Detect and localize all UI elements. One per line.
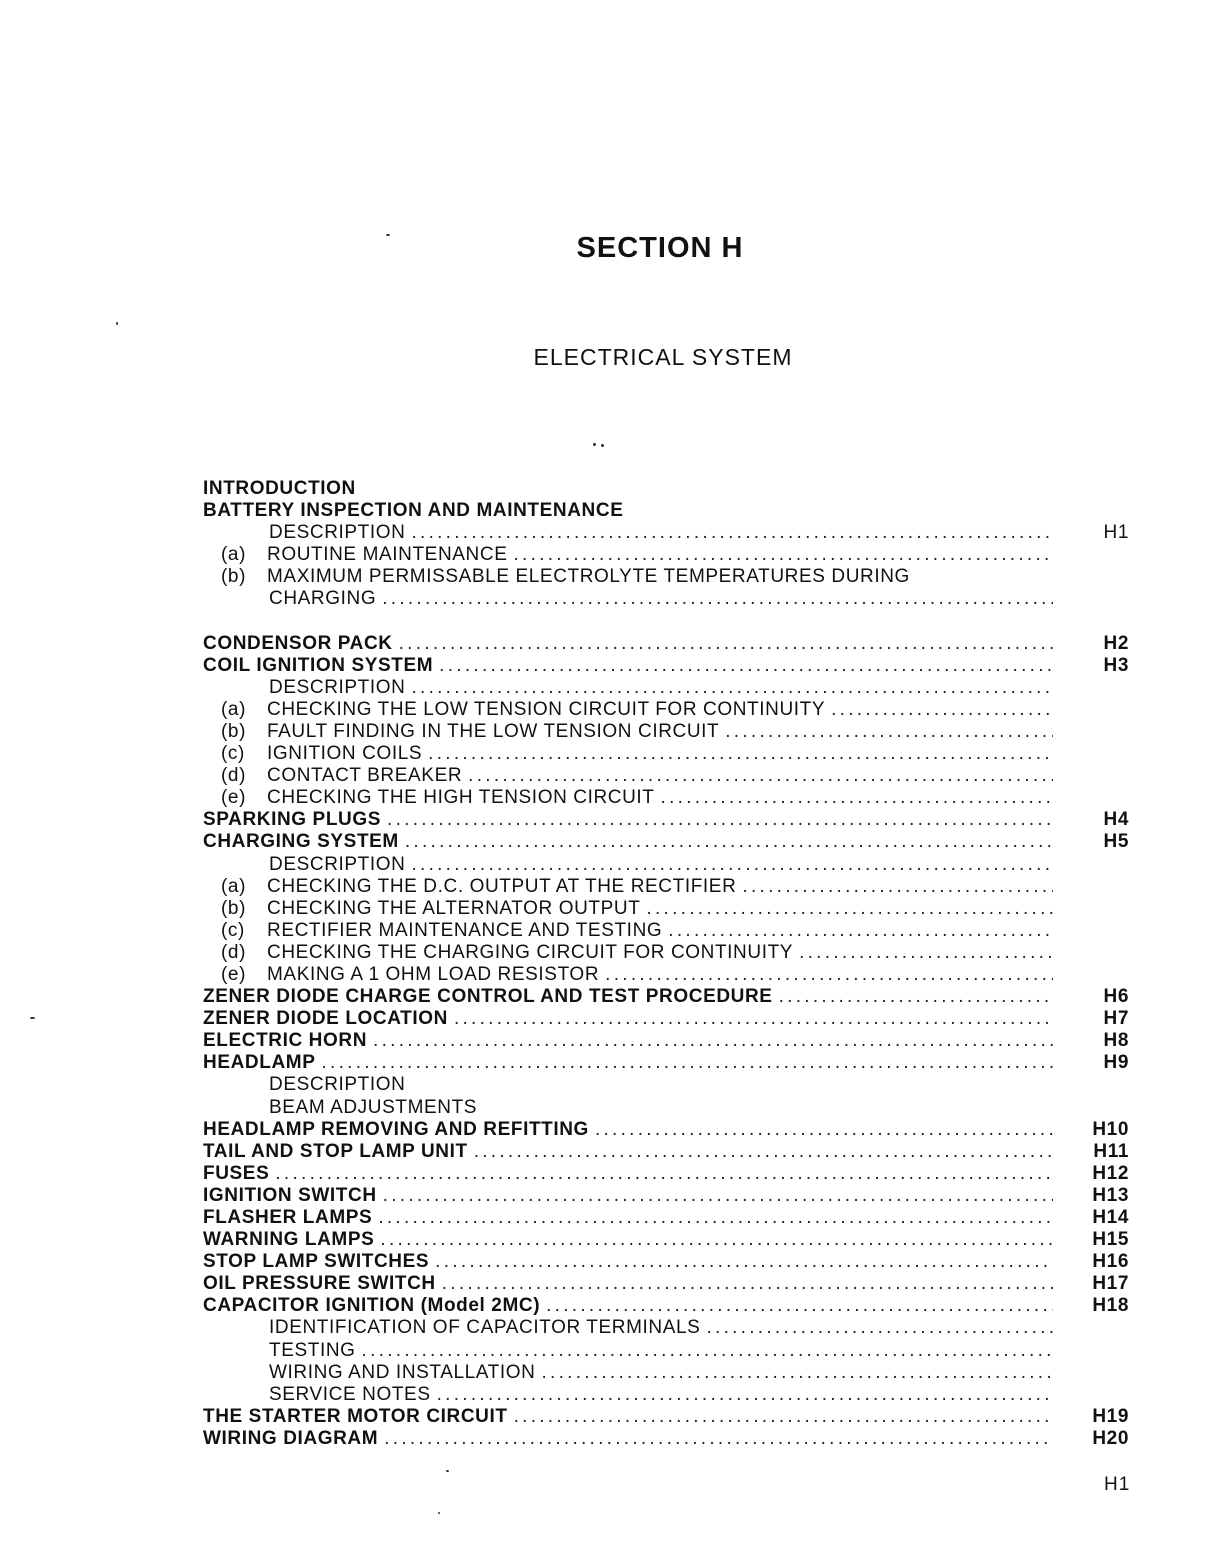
toc-dot-leader	[435, 1251, 1053, 1273]
toc-dot-leader	[362, 1340, 1053, 1362]
toc-dot-leader	[546, 1295, 1053, 1317]
toc-page-number: H3	[1103, 654, 1129, 676]
toc-page-number: H5	[1103, 831, 1129, 853]
toc-entry[interactable]	[203, 1141, 1133, 1163]
toc-entry-label: CHECKING THE LOW TENSION CIRCUIT FOR CONTINUITY	[267, 698, 826, 720]
toc-entry-label: INTRODUCTION	[203, 478, 356, 499]
toc-entry-label: FUSES	[203, 1162, 270, 1184]
toc-entry[interactable]	[203, 1052, 1133, 1074]
toc-entry[interactable]	[203, 1251, 1133, 1273]
toc-entry-label: CAPACITOR IGNITION (Model 2MC)	[203, 1295, 541, 1317]
toc-entry[interactable]	[203, 1317, 1133, 1339]
toc-dot-leader	[646, 898, 1053, 920]
toc-dot-leader	[831, 699, 1053, 721]
toc-entry[interactable]	[203, 633, 1133, 655]
toc-page-number: H16	[1092, 1251, 1129, 1273]
toc-entry[interactable]	[203, 1428, 1133, 1450]
toc-entry-label: CHARGING SYSTEM	[203, 831, 399, 853]
toc-entry[interactable]	[203, 809, 1133, 831]
toc-dot-leader	[405, 831, 1053, 853]
toc-entry-label: IDENTIFICATION OF CAPACITOR TERMINALS	[269, 1317, 701, 1339]
toc-entry[interactable]	[203, 1097, 1133, 1119]
toc-entry[interactable]	[203, 1207, 1133, 1229]
toc-dot-leader	[321, 1052, 1053, 1074]
toc-entry[interactable]	[203, 522, 1133, 544]
toc-entry[interactable]	[203, 1163, 1133, 1185]
toc-entry-label: DESCRIPTION	[269, 1074, 406, 1096]
toc-entry[interactable]	[203, 566, 1133, 588]
page-number: H1	[1104, 1474, 1131, 1495]
toc-entry[interactable]	[203, 588, 1133, 610]
toc-page-number: H1	[1103, 522, 1129, 544]
toc-entry-label: IGNITION SWITCH	[203, 1184, 377, 1206]
toc-entry-letter: (d)	[221, 765, 247, 787]
toc-dot-leader	[387, 809, 1053, 831]
toc-entry-label: HEADLAMP	[203, 1052, 316, 1074]
toc-dot-leader	[428, 743, 1053, 765]
toc-entry-label: WIRING AND INSTALLATION	[269, 1361, 536, 1383]
toc-entry-label: TESTING	[269, 1339, 356, 1361]
toc-entry-label: CHARGING	[269, 588, 377, 610]
toc-entry[interactable]	[203, 831, 1133, 853]
toc-dot-leader	[468, 765, 1053, 787]
scan-speck	[386, 234, 390, 236]
toc-entry-label: CHECKING THE CHARGING CIRCUIT FOR CONTINUITY	[267, 941, 794, 963]
toc-entry-letter: (e)	[221, 787, 247, 809]
toc-entry[interactable]	[203, 1362, 1133, 1384]
toc-page-number: H20	[1092, 1427, 1129, 1449]
toc-dot-leader	[725, 721, 1053, 743]
toc-dot-leader	[411, 522, 1053, 544]
toc-dot-leader	[437, 1384, 1053, 1406]
toc-dot-leader	[595, 1119, 1053, 1141]
toc-entry-label: STOP LAMP SWITCHES	[203, 1251, 430, 1273]
toc-entry[interactable]	[203, 1384, 1133, 1406]
toc-dot-leader	[514, 1406, 1053, 1428]
toc-entry-label: WARNING LAMPS	[203, 1229, 375, 1251]
toc-page-number: H13	[1092, 1184, 1129, 1206]
scan-speck	[446, 1470, 449, 1472]
toc-dot-leader	[799, 942, 1053, 964]
toc-entry-label: SPARKING PLUGS	[203, 809, 382, 831]
toc-entry-label: CHECKING THE D.C. OUTPUT AT THE RECTIFIER	[267, 875, 737, 897]
toc-dot-leader	[541, 1362, 1053, 1384]
toc-entry-label: CONDENSOR PACK	[203, 632, 393, 654]
toc-dot-leader	[668, 920, 1053, 942]
toc-entry-label: CHECKING THE HIGH TENSION CIRCUIT	[267, 787, 655, 809]
toc-page-number: H10	[1092, 1118, 1129, 1140]
toc-entry-label: MAKING A 1 OHM LOAD RESISTOR	[267, 963, 600, 985]
toc-entry-letter: (c)	[221, 919, 245, 941]
toc-page-number: H19	[1092, 1405, 1129, 1427]
toc-dot-leader	[411, 677, 1053, 699]
toc-entry[interactable]	[203, 1406, 1133, 1428]
toc-entry-letter: (d)	[221, 941, 247, 963]
toc-entry[interactable]	[203, 544, 1133, 566]
scan-speck	[30, 1017, 35, 1019]
toc-entry-letter: (a)	[221, 698, 247, 720]
toc-entry-letter: (a)	[221, 544, 247, 566]
toc-entry[interactable]	[203, 721, 1133, 743]
scan-speck	[593, 443, 596, 446]
toc-dot-leader	[411, 854, 1053, 876]
toc-dot-leader	[742, 876, 1053, 898]
toc-entry[interactable]	[203, 1295, 1133, 1317]
toc-spacer	[203, 611, 1133, 633]
section-title: SECTION H	[576, 232, 744, 264]
toc-entry[interactable]	[203, 478, 1133, 500]
toc-entry-label: IGNITION COILS	[267, 743, 423, 765]
toc-page-number: H15	[1092, 1229, 1129, 1251]
toc-entry[interactable]	[203, 655, 1133, 677]
toc-dot-leader	[513, 544, 1053, 566]
toc-entry-letter: (e)	[221, 963, 247, 985]
toc-page-number: H17	[1092, 1273, 1129, 1295]
toc-entry-label: RECTIFIER MAINTENANCE AND TESTING	[267, 919, 663, 941]
toc-dot-leader	[454, 1008, 1053, 1030]
toc-entry[interactable]	[203, 500, 1133, 522]
toc-entry-label: DESCRIPTION	[269, 522, 406, 544]
toc-entry-letter: (b)	[221, 897, 247, 919]
toc-page-number: H18	[1092, 1295, 1129, 1317]
toc-dot-leader	[373, 1030, 1053, 1052]
toc-entry[interactable]	[203, 854, 1133, 876]
toc-dot-leader	[439, 655, 1053, 677]
toc-entry-label: FAULT FINDING IN THE LOW TENSION CIRCUIT	[267, 720, 720, 742]
toc-entry[interactable]	[203, 787, 1133, 809]
toc-entry[interactable]	[203, 942, 1133, 964]
toc-dot-leader	[275, 1163, 1053, 1185]
toc-page-number: H8	[1103, 1030, 1129, 1052]
toc-entry-label: CONTACT BREAKER	[267, 765, 463, 787]
toc-entry-label: HEADLAMP REMOVING AND REFITTING	[203, 1118, 589, 1140]
toc-entry[interactable]	[203, 986, 1133, 1008]
toc-entry-label: MAXIMUM PERMISSABLE ELECTROLYTE TEMPERATURES DURING	[267, 566, 910, 588]
toc-dot-leader	[474, 1141, 1053, 1163]
toc-page-number: H9	[1103, 1052, 1129, 1074]
toc-entry-label: ROUTINE MAINTENANCE	[267, 544, 508, 566]
toc-entry-label: BATTERY INSPECTION AND MAINTENANCE	[203, 500, 624, 522]
toc-entry[interactable]	[203, 1185, 1133, 1207]
toc-dot-leader	[380, 1229, 1053, 1251]
toc-dot-leader	[384, 1428, 1053, 1450]
toc-entry[interactable]	[203, 876, 1133, 898]
toc-entry-letter: (a)	[221, 875, 247, 897]
toc-entry[interactable]	[203, 1273, 1133, 1295]
toc-page-number: H14	[1092, 1207, 1129, 1228]
toc-dot-leader	[378, 1207, 1053, 1229]
toc-entry-label: DESCRIPTION	[269, 853, 406, 875]
toc-entry[interactable]	[203, 964, 1133, 986]
toc-entry[interactable]	[203, 1030, 1133, 1052]
toc-page-number: H11	[1093, 1140, 1129, 1162]
toc-entry[interactable]	[203, 1008, 1133, 1030]
toc-dot-leader	[382, 588, 1053, 610]
toc-entry-label: BEAM ADJUSTMENTS	[269, 1096, 478, 1118]
scan-speck	[438, 1512, 440, 1514]
toc-dot-leader	[661, 787, 1053, 809]
toc-entry-label: COIL IGNITION SYSTEM	[203, 654, 434, 676]
toc-entry-letter: (b)	[221, 720, 247, 742]
toc-page-number: H4	[1103, 809, 1129, 831]
toc-entry-letter: (b)	[221, 566, 247, 588]
toc-entry[interactable]	[203, 1119, 1133, 1141]
toc-entry-letter: (c)	[221, 743, 245, 765]
scan-speck	[601, 444, 604, 447]
toc-entry[interactable]	[203, 1074, 1133, 1096]
toc-entry-label: ZENER DIODE CHARGE CONTROL AND TEST PROCEDURE	[203, 986, 773, 1008]
toc-entry-label: SERVICE NOTES	[269, 1383, 431, 1405]
toc-page-number: H2	[1103, 632, 1129, 654]
toc-entry-label: ELECTRIC HORN	[203, 1030, 368, 1052]
toc-dot-leader	[706, 1317, 1053, 1339]
toc-entry-label: ZENER DIODE LOCATION	[203, 1008, 448, 1030]
toc-entry[interactable]	[203, 765, 1133, 787]
toc-entry-label: TAIL AND STOP LAMP UNIT	[203, 1140, 468, 1162]
toc-entry[interactable]	[203, 1340, 1133, 1362]
toc-entry[interactable]	[203, 743, 1133, 765]
toc-entry[interactable]	[203, 1229, 1133, 1251]
toc-entry-label: CHECKING THE ALTERNATOR OUTPUT	[267, 897, 641, 919]
toc-dot-leader	[605, 964, 1053, 986]
toc-entry-label: THE STARTER MOTOR CIRCUIT	[203, 1405, 508, 1427]
toc-dot-leader	[779, 986, 1053, 1008]
toc-entry[interactable]	[203, 677, 1133, 699]
toc-dot-leader	[383, 1185, 1053, 1207]
toc-entry-label: DESCRIPTION	[269, 676, 406, 698]
toc-entry[interactable]	[203, 920, 1133, 942]
toc-dot-leader	[399, 633, 1053, 655]
toc-entry[interactable]	[203, 898, 1133, 920]
toc-page-number: H12	[1092, 1162, 1129, 1184]
toc-entry-label: OIL PRESSURE SWITCH	[203, 1273, 436, 1295]
toc-entry-label: FLASHER LAMPS	[203, 1207, 373, 1228]
section-subtitle: ELECTRICAL SYSTEM	[533, 344, 793, 370]
toc-page-number: H6	[1103, 986, 1129, 1008]
toc-page-number: H7	[1103, 1008, 1129, 1030]
toc-dot-leader	[442, 1273, 1053, 1295]
toc-entry-label: WIRING DIAGRAM	[203, 1427, 379, 1449]
scan-speck	[116, 322, 118, 325]
table-of-contents	[203, 478, 1133, 1450]
toc-entry[interactable]	[203, 699, 1133, 721]
